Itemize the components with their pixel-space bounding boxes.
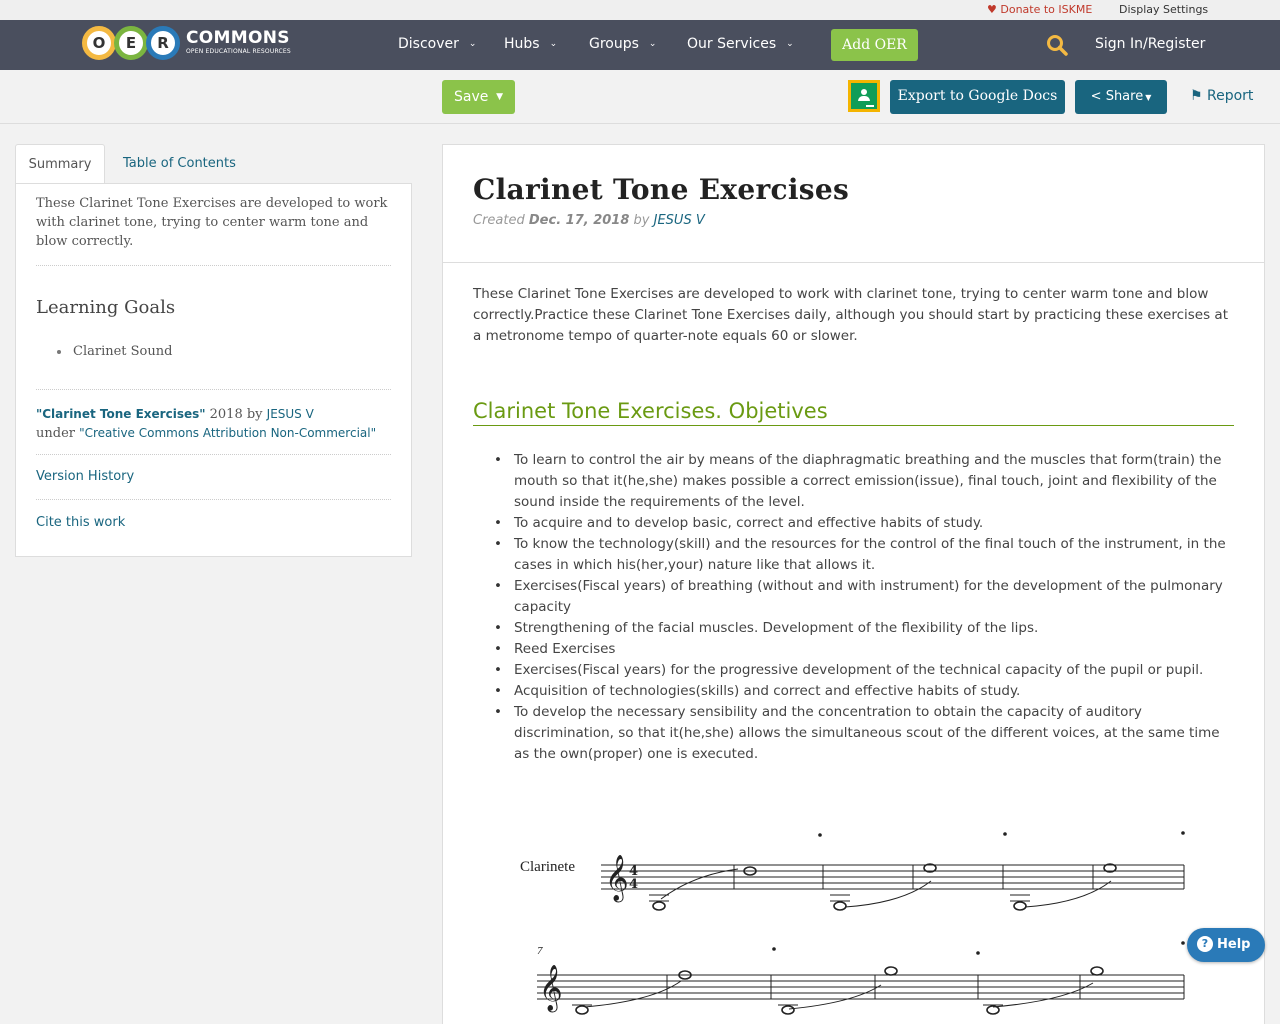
version-history-link[interactable]: Version History [36, 469, 135, 484]
share-icon: < [1090, 89, 1102, 104]
add-oer-button[interactable]: Add OER [831, 29, 918, 61]
logo-tagline: OPEN EDUCATIONAL RESOURCES [186, 48, 291, 55]
logo-letter-o: O [82, 26, 116, 60]
main-navbar [0, 20, 1280, 70]
objectives-heading: Clarinet Tone Exercises. Objetives [473, 399, 1234, 426]
help-button[interactable] [1187, 928, 1265, 962]
tab-table-of-contents[interactable]: Table of Contents [123, 156, 236, 171]
list-item: • Reed Exercises [494, 639, 1234, 660]
attribution-under: under [36, 426, 80, 441]
list-item: • Acquisition of technologies(skills) and correct and effective habits of study. [494, 681, 1234, 702]
tab-summary[interactable]: Summary [15, 144, 105, 184]
chevron-down-icon: ⌄ [786, 39, 794, 49]
divider [36, 454, 391, 455]
export-google-docs-button[interactable]: Export to Google Docs [890, 80, 1065, 114]
nav-groups[interactable] [589, 36, 656, 52]
list-item: • To know the technology(skill) and the resources for the control of the final touch of the instrument, in the cases in which his(her,your) nature like that allows it. [494, 534, 1234, 576]
list-item: • Exercises(Fiscal years) for the progressive development of the technical capacity of the pupil or pupil. [494, 660, 1234, 681]
sidebar-tabs [15, 144, 412, 184]
chevron-down-icon: ⌄ [468, 39, 477, 49]
learning-goals-heading: Learning Goals [36, 297, 176, 318]
logo-letter-e: E [114, 26, 148, 60]
chevron-down-icon: ⌄ [549, 39, 558, 49]
svg-text:4: 4 [629, 864, 639, 879]
flag-icon: ⚑ [1190, 88, 1203, 104]
license-link[interactable]: "Creative Commons Attribution Non-Commercial" [79, 426, 377, 440]
nav-hubs[interactable] [504, 36, 557, 52]
question-icon: ? [1197, 936, 1213, 952]
attribution-year: 2018 by [205, 407, 267, 422]
nav-our-services[interactable] [687, 36, 794, 52]
sign-in-register-link[interactable]: Sign In/Register [1095, 36, 1206, 52]
attribution [36, 405, 396, 443]
logo-name: COMMONS [186, 28, 290, 48]
created-date: Dec. 17, 2018 [528, 213, 630, 228]
svg-text:𝄞: 𝄞 [605, 855, 629, 901]
list-item: • Strengthening of the facial muscles. Development of the flexibility of the lips. [494, 618, 1234, 639]
divider [36, 265, 391, 266]
save-label: Save [454, 89, 489, 105]
score-instrument-label: Clarinete [520, 859, 575, 875]
save-button[interactable] [442, 80, 515, 114]
share-label: Share [1105, 89, 1144, 104]
logo-letter-r: R [146, 26, 180, 60]
search-icon[interactable] [1046, 34, 1068, 56]
report-label: Report [1207, 88, 1254, 104]
nav-our-services-label: Our Services [687, 36, 777, 52]
summary-panel [15, 183, 412, 557]
oer-commons-logo[interactable] [82, 26, 292, 60]
sheet-music-image [443, 825, 1264, 1024]
help-label: Help [1217, 937, 1251, 952]
donate-link[interactable] [987, 3, 1092, 16]
list-item: • To learn to control the air by means of the diaphragmatic breathing and the muscles that form(train) the mouth so that it(he,she) makes possible a correct emission(issue), final touch, joint and flexibility of the sound inside the requirements of the level. [494, 450, 1234, 513]
divider [36, 389, 391, 390]
caret-down-icon: ▼ [1145, 93, 1152, 102]
resource-content [442, 144, 1265, 1024]
list-item: • To acquire and to develop basic, correct and effective habits of study. [494, 513, 1234, 534]
caret-down-icon: ▼ [496, 92, 503, 102]
attribution-title-link[interactable]: "Clarinet Tone Exercises" [36, 407, 206, 421]
nav-groups-label: Groups [589, 36, 639, 52]
heart-icon: ♥ [987, 3, 997, 16]
share-button[interactable] [1075, 80, 1167, 114]
author-link[interactable]: JESUS V [653, 213, 705, 228]
display-settings-link[interactable]: Display Settings [1119, 3, 1209, 16]
chevron-down-icon: ⌄ [648, 39, 657, 49]
cite-this-work-link[interactable]: Cite this work [36, 515, 126, 530]
nav-hubs-label: Hubs [504, 36, 540, 52]
score-bar-number: 7 [537, 945, 543, 957]
bullet-icon [57, 350, 61, 354]
google-classroom-icon[interactable] [848, 80, 880, 112]
created-info [473, 213, 705, 228]
utility-bar [0, 0, 1280, 20]
summary-description: These Clarinet Tone Exercises are developed to work with clarinet tone, trying to center warm tone and blow correctly. [36, 196, 388, 249]
learning-goal-item: Clarinet Sound [73, 344, 173, 359]
header-divider [443, 262, 1264, 263]
resource-action-bar [0, 70, 1280, 124]
attribution-author-link[interactable]: JESUS V [266, 407, 314, 421]
by-label: by [633, 213, 650, 228]
report-link[interactable] [1190, 88, 1253, 104]
svg-text:𝄞: 𝄞 [539, 965, 563, 1011]
nav-discover-label: Discover [398, 36, 459, 52]
page-title: Clarinet Tone Exercises [473, 173, 850, 206]
list-item: • To develop the necessary sensibility and the concentration to obtain the capacity of auditory discrimination, so that it(he,she) allows the simultaneous scout of the different voices, at the same time as the own(proper) one is executed. [494, 702, 1234, 765]
intro-paragraph: These Clarinet Tone Exercises are developed to work with clarinet tone, trying to center warm tone and blow correctly.Practice these Clarinet Tone Exercises daily, although you should start by practicing these exercises at a metronome tempo of quarter-note equals 60 or slower. [473, 286, 1228, 344]
list-item: • Exercises(Fiscal years) of breathing (without and with instrument) for the development of the pulmonary capacity [494, 576, 1234, 618]
svg-text:4: 4 [629, 877, 639, 892]
donate-label: Donate to ISKME [1000, 3, 1093, 16]
divider [36, 499, 391, 500]
objectives-list [494, 450, 1234, 765]
nav-discover[interactable] [398, 36, 476, 52]
created-label: Created [473, 213, 525, 228]
